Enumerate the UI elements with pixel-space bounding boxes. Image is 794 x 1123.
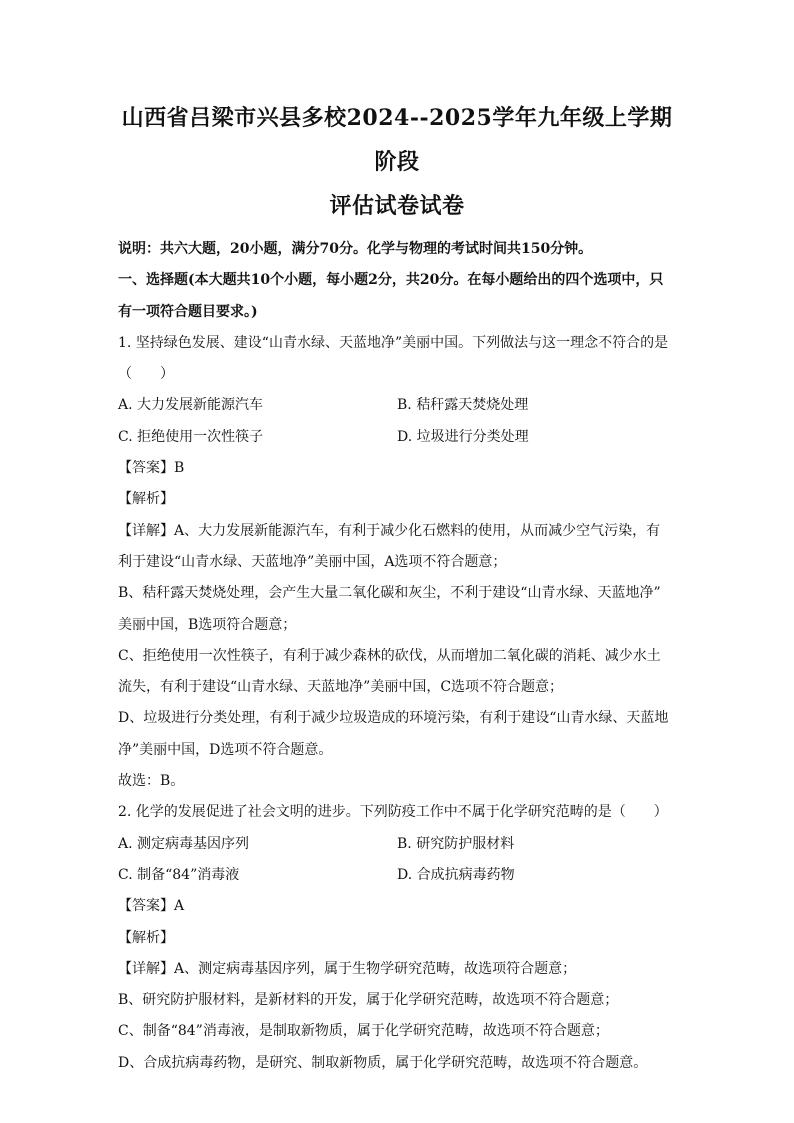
exam-note: 说明：共六大题，20小题，满分70分。化学与物理的考试时间共150分钟。 [118,241,593,257]
answer-label: 【答案】B [118,460,185,477]
detail-line: 【详解】A、大力发展新能源汽车，有利于减少化石燃料的使用，从而减少空气污染，有 [118,522,661,539]
detail-line: B、研究防护服材料，是新材料的开发，属于化学研究范畴，故选项不符合题意； [118,992,619,1009]
section-heading-line-1: 一、选择题(本大题共10个小题，每小题2分，共20分。在每小题给出的四个选项中，只 [118,272,664,289]
option-row [118,860,676,891]
detail-line: B、秸秆露天焚烧处理，会产生大量二氧化碳和灰尘，不利于建设“山青水绿、天蓝地净” [118,585,661,602]
detail-line: D、合成抗病毒药物，是研究、制取新物质，属于化学研究范畴，故选项不符合题意。 [118,1054,648,1071]
answer-label: 【答案】A [118,898,185,915]
conclusion-line: 故选：B。 [118,773,185,790]
option-row [118,422,676,453]
option-a: A. 测定病毒基因序列 [118,835,250,852]
option-b: B. 研究防护服材料 [397,835,515,852]
question-stem: 1. 坚持绿色发展、建设“山青水绿、天蓝地净”美丽中国。下列做法与这一理念不符合的是 [118,334,669,351]
detail-line: 美丽中国，B选项符合题意； [118,616,297,633]
page-title [118,0,676,228]
option-d: D. 垃圾进行分类处理 [397,428,529,445]
option-b: B. 秸秆露天焚烧处理 [397,397,529,414]
analysis-label: 【解析】 [118,491,174,508]
option-a: A. 大力发展新能源汽车 [118,397,264,414]
question-1 [118,328,676,797]
detail-line: D、垃圾进行分类处理，有利于减少垃圾造成的环境污染，有利于建设“山青水绿、天蓝地 [118,710,669,727]
title-line-2: 评估试卷试卷 [329,193,465,219]
title-line-1: 山西省吕梁市兴县多校2024--2025学年九年级上学期阶段 [121,105,673,175]
detail-line: C、拒绝使用一次性筷子，有利于减少森林的砍伐，从而增加二氧化碳的消耗、减少水土 [118,647,661,664]
detail-line: C、制备“84”消毒液，是制取新物质，属于化学研究范畴，故选项不符合题意； [118,1023,609,1040]
detail-line: 流失，有利于建设“山青水绿、天蓝地净”美丽中国，C选项不符合题意； [118,679,564,696]
option-d: D. 合成抗病毒药物 [397,866,515,883]
detail-line: 【详解】A、测定病毒基因序列，属于生物学研究范畴，故选项符合题意； [118,960,577,977]
question-stem-blank: （ ） [118,366,174,383]
option-c: C. 制备“84”消毒液 [118,866,240,883]
exam-body [118,234,676,1079]
option-row [118,829,676,860]
analysis-label: 【解析】 [118,929,174,946]
option-row [118,390,676,421]
option-c: C. 拒绝使用一次性筷子 [118,428,264,445]
detail-line: 净”美丽中国，D选项不符合题意。 [118,741,333,758]
question-stem: 2. 化学的发展促进了社会文明的进步。下列防疫工作中不属于化学研究范畴的是（ ） [118,804,668,821]
detail-line: 利于建设“山青水绿、天蓝地净”美丽中国，A选项不符合题意； [118,553,507,570]
question-2 [118,797,676,1079]
section-heading-line-2: 有一项符合题目要求。) [118,303,258,320]
